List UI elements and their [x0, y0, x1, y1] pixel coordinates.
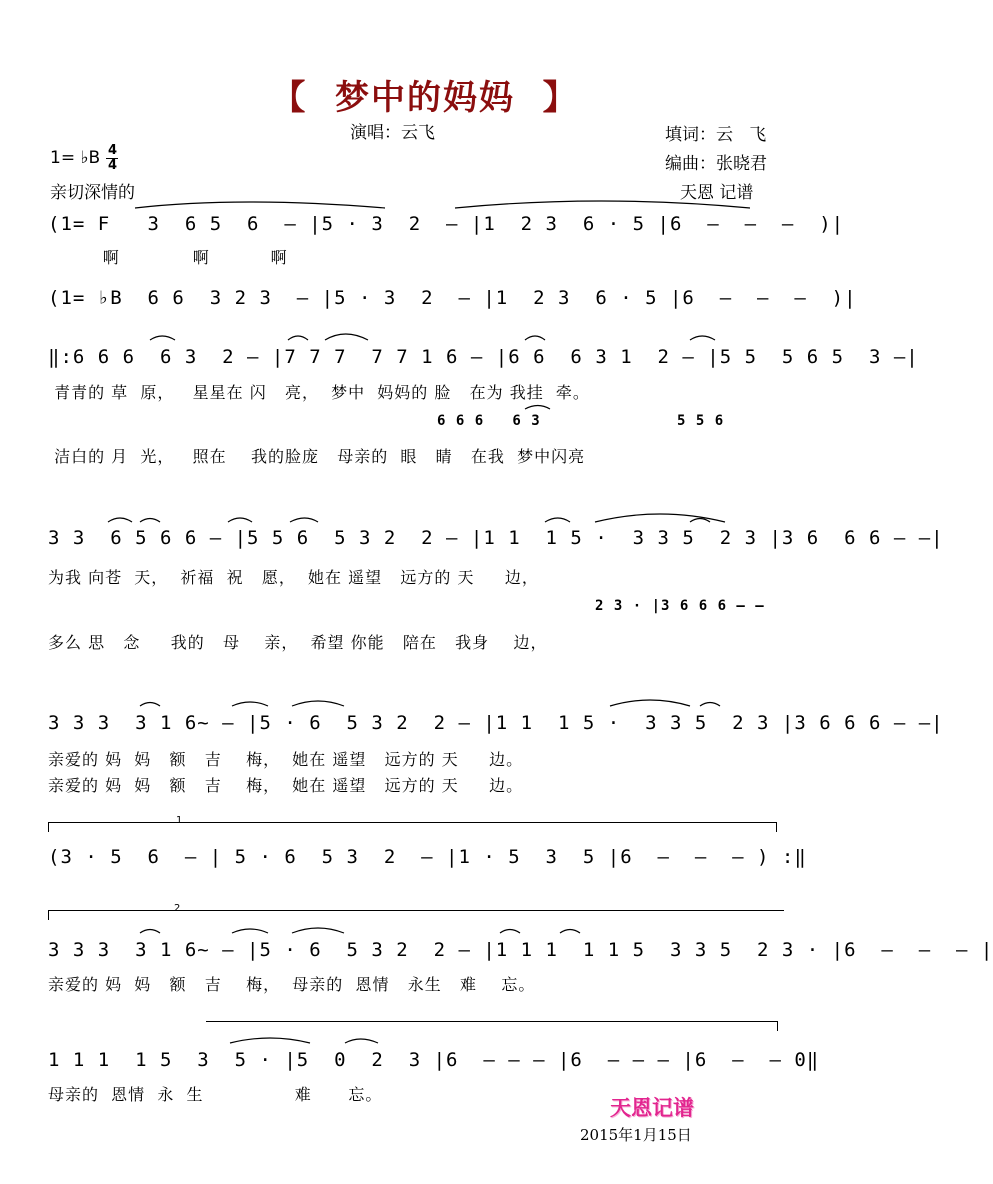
time-signature-bottom: 4 — [108, 158, 118, 173]
slur — [140, 930, 160, 934]
slur — [595, 514, 725, 522]
transcriber-credit: 天恩 记谱 — [680, 183, 754, 203]
intro-notation-bb: (1= ♭B 6 6 3 2 3 – |5 · 3 2 – |1 2 3 6 · 5 |6 – – – )| — [48, 287, 857, 309]
alt-notes-line-2: 2 3 · |3 6 6 6 – – — [595, 598, 765, 614]
notation-line-1: ‖:6 6 6 6 3 2 – |7 7 7 7 7 1 6 – |6 6 6 3 1 2 – |5 5 5 6 5 3 –| — [48, 346, 919, 368]
lyric-line-1b: 洁白的 月 光， 照在 我的脸庞 母亲的 眼 睛 在我 梦中闪亮 — [48, 447, 586, 466]
notation-line-5: 3 3 3 3 1 6~ – |5 · 6 5 3 2 2 – |1 1 1 1 1 5 3 3 5 2 3 · |6 – – – | — [48, 939, 993, 961]
alt-notes-line-1: 6 6 6 6 3 — [437, 413, 541, 429]
slur — [700, 703, 720, 707]
slur — [560, 930, 580, 934]
lyric-line-1a: 青青的 草 原， 星星在 闪 亮， 梦中 妈妈的 脸 在为 我挂 牵。 — [48, 383, 590, 402]
song-title: 【 梦中的妈妈 】 — [271, 78, 579, 118]
slur — [232, 929, 268, 933]
slur — [135, 202, 385, 208]
slur — [325, 334, 368, 340]
transcriber-stamp: 天恩记谱 — [610, 1095, 694, 1120]
composer-credit: 编曲：张晓君 — [665, 154, 767, 174]
alt-notes-line-1-right: 5 5 6 — [677, 413, 725, 429]
singer-credit: 演唱：云飞 — [350, 123, 435, 143]
slur — [525, 406, 550, 410]
expression-mark: 亲切深情的 — [50, 183, 135, 203]
volta-1-start-tick — [48, 822, 49, 832]
lyric-line-3a: 亲爱的 妈 妈 额 吉 梅， 她在 遥望 远方的 天 边。 — [48, 750, 524, 769]
key-signature: 1= ♭B — [50, 148, 101, 168]
date-stamp: 2015年1月15日 — [580, 1126, 692, 1144]
slur — [232, 702, 268, 706]
volta-2-start-tick — [48, 910, 49, 920]
volta-2-bracket — [48, 910, 784, 911]
slur — [292, 701, 344, 706]
lyric-line-5: 亲爱的 妈 妈 额 吉 梅， 母亲的 恩情 永生 难 忘。 — [48, 975, 536, 994]
slur — [525, 336, 545, 340]
slur — [288, 336, 308, 340]
slur — [150, 336, 175, 340]
final-line-bracket-tick — [777, 1021, 778, 1031]
lyric-line-2b: 多么 思 念 我的 母 亲， 希望 你能 陪在 我身 边， — [48, 633, 548, 652]
slur — [108, 518, 132, 522]
notation-line-3: 3 3 3 3 1 6~ – |5 · 6 5 3 2 2 – |1 1 1 5 · 3 3 5 2 3 |3 6 6 6 – –| — [48, 712, 944, 734]
slur — [290, 518, 318, 522]
lyric-line-6: 母亲的 恩情 永 生 难 忘。 — [48, 1085, 383, 1104]
slur — [140, 519, 160, 523]
slur — [228, 518, 252, 522]
lyricist-credit: 填词：云 飞 — [665, 125, 767, 145]
slur — [292, 928, 344, 933]
notation-line-2: 3 3 6 5 6 6 – |5 5 6 5 3 2 2 – |1 1 1 5 · 3 3 5 2 3 |3 6 6 6 – –| — [48, 527, 944, 549]
final-line-bracket — [206, 1021, 778, 1022]
time-signature-top: 4 — [108, 143, 118, 158]
slur — [230, 1038, 310, 1043]
notation-line-6: 1 1 1 1 5 3 5 · |5 0 2 3 |6 – – – |6 – – – |6 – – 0‖ — [48, 1049, 820, 1071]
volta-1-bracket — [48, 822, 776, 823]
volta-2-number: 2 — [174, 903, 181, 914]
volta-1-number: 1 — [176, 815, 183, 826]
slur — [545, 518, 570, 522]
slur — [140, 703, 160, 707]
slur — [610, 700, 690, 706]
lyric-line-2a: 为我 向苍 天， 祈福 祝 愿， 她在 遥望 远方的 天 边， — [48, 568, 539, 587]
slur — [345, 1039, 378, 1043]
slur — [690, 519, 710, 523]
lyric-line-3b: 亲爱的 妈 妈 额 吉 梅， 她在 遥望 远方的 天 边。 — [48, 776, 524, 795]
slur — [690, 336, 715, 340]
intro-lyric: 啊 啊 啊 — [48, 248, 288, 267]
notation-line-4: (3 · 5 6 – | 5 · 6 5 3 2 – |1 · 5 3 5 |6 – – – ) :‖ — [48, 846, 807, 868]
intro-notation-f: (1= F 3 6 5 6 – |5 · 3 2 – |1 2 3 6 · 5 |6 – – – )| — [48, 213, 845, 235]
volta-1-end-tick — [776, 822, 777, 832]
slur — [500, 930, 520, 934]
